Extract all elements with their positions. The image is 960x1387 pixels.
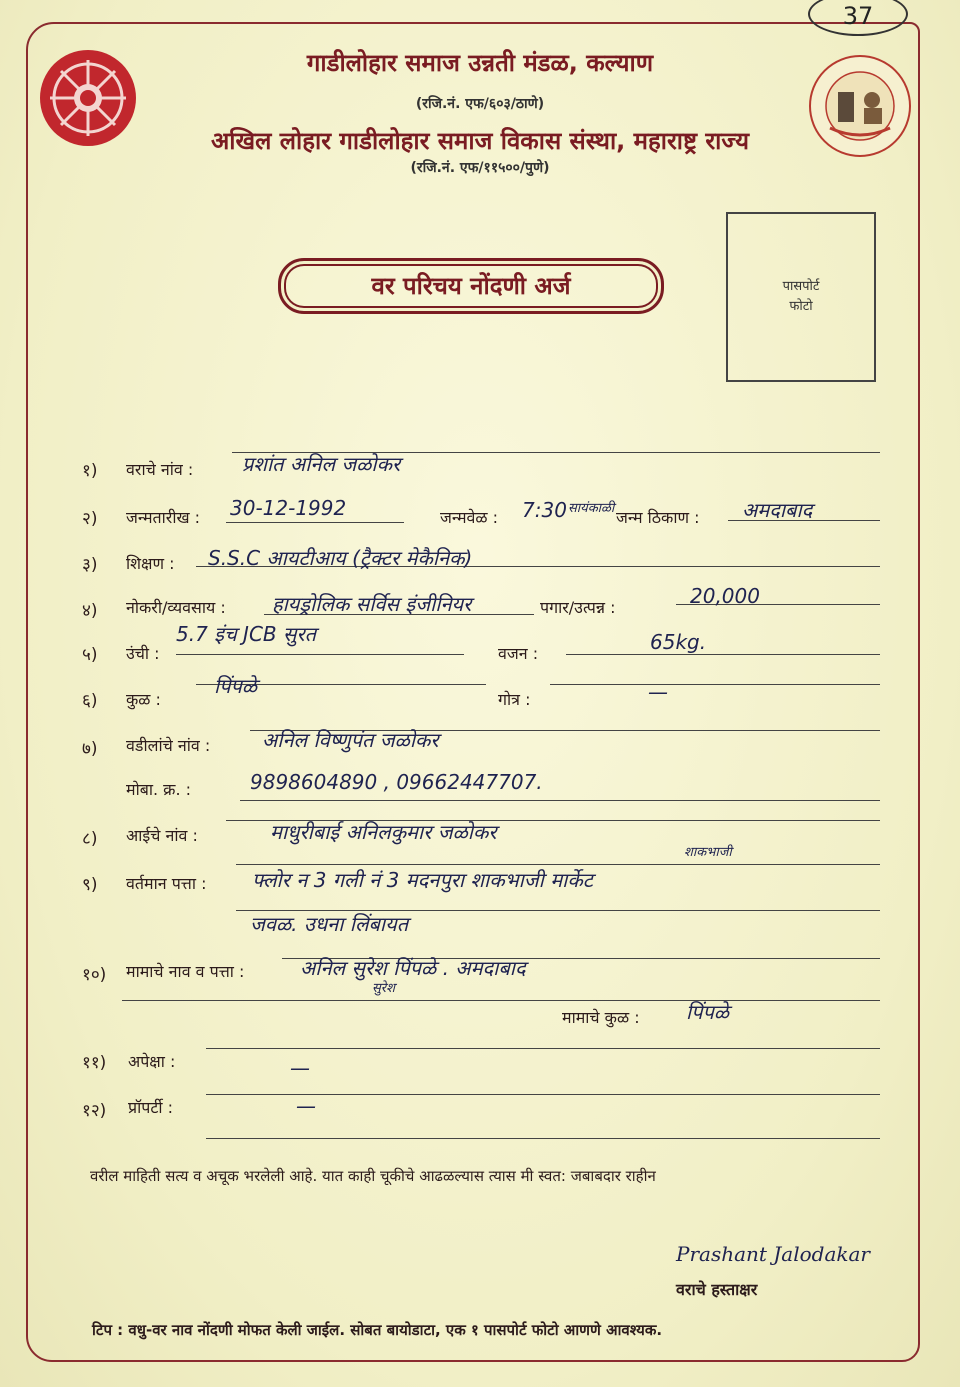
- weight-label: वजन :: [498, 644, 539, 663]
- height-value[interactable]: 5.7 इंच JCB सुरत: [176, 622, 317, 646]
- field-number: १०): [82, 965, 107, 985]
- mobile-value[interactable]: 9898604890 , 09662447707.: [250, 770, 543, 794]
- org-registration-secondary: (रजि.नं. एफ/११५००/पुणे): [410, 160, 550, 176]
- groom-signature[interactable]: Prashant Jalodakar: [676, 1242, 870, 1266]
- field-number: १२): [82, 1101, 107, 1121]
- weight-value[interactable]: 65kg.: [650, 630, 707, 654]
- field-number: ४): [82, 601, 98, 621]
- gotra-label: गोत्र :: [498, 690, 531, 709]
- height-label: उंची :: [126, 644, 160, 663]
- passport-photo-box[interactable]: [726, 212, 876, 382]
- field-number: ७): [82, 739, 98, 759]
- birth-place-label: जन्म ठिकाण :: [616, 508, 700, 527]
- mobile-line: [240, 800, 880, 801]
- expectation-line: [206, 1048, 880, 1049]
- groom-name-value[interactable]: प्रशांत अनिल जळोकर: [242, 452, 401, 476]
- birth-time-value[interactable]: 7:30: [522, 498, 567, 522]
- salary-label: पगार/उत्पन्न :: [540, 598, 616, 617]
- expectation-label: अपेक्षा :: [128, 1052, 176, 1071]
- job-value[interactable]: हायड्रोलिक सर्विस इंजीनियर: [272, 592, 472, 616]
- form-title: वर परिचय नोंदणी अर्ज: [278, 258, 664, 314]
- uncle-note: सुरेश: [372, 981, 395, 996]
- father-name-value[interactable]: अनिल विष्णुपंत जळोकर: [262, 728, 439, 752]
- field-number: ६): [82, 691, 98, 711]
- uncle-line-2: [122, 1000, 880, 1001]
- weight-line: [566, 654, 880, 655]
- birth-time-note: सायंकाळी: [568, 501, 615, 516]
- org-name-secondary: अखिल लोहार गाडीलोहार समाज विकास संस्था, महाराष्ट्र राज्य: [210, 127, 750, 155]
- page-number: 37: [808, 0, 908, 36]
- birth-place-value[interactable]: अमदाबाद: [742, 498, 813, 522]
- uncle-clan-value[interactable]: पिंपळे: [686, 1000, 730, 1024]
- job-label: नोकरी/व्यवसाय :: [126, 598, 226, 617]
- field-number: १): [82, 461, 98, 481]
- address-value-1[interactable]: फ्लोर न 3 गली नं 3 मदनपुरा शाकभाजी मार्केट: [252, 868, 593, 892]
- org-name-primary: गाडीलोहार समाज उन्नती मंडळ, कल्याण: [306, 49, 654, 77]
- clan-value[interactable]: पिंपळे: [214, 674, 258, 698]
- mother-name-value[interactable]: माधुरीबाई अनिलकुमार जळोकर: [270, 820, 497, 844]
- groom-name-label: वराचे नांव :: [126, 460, 194, 479]
- mobile-label: मोबा. क्र. :: [126, 780, 192, 799]
- uncle-clan-label: मामाचे कुळ :: [562, 1008, 640, 1027]
- gotra-value[interactable]: —: [648, 680, 668, 704]
- expectation-value[interactable]: —: [290, 1056, 310, 1080]
- birth-date-label: जन्मतारीख :: [126, 508, 201, 527]
- declaration-text: वरील माहिती सत्य व अचूक भरलेली आहे. यात काही चूकीचे आढळल्यास त्यास मी स्वत: जबाबदार राहीन: [90, 1167, 656, 1185]
- salary-value[interactable]: 20,000: [690, 584, 760, 608]
- field-number: ८): [82, 829, 98, 849]
- address-note: शाकभाजी: [684, 845, 732, 860]
- birth-date-line: [226, 522, 404, 523]
- height-line: [176, 654, 464, 655]
- mother-name-label: आईचे नांव :: [126, 826, 198, 845]
- address-value-2[interactable]: जवळ. उधना लिंबायत: [250, 912, 409, 936]
- photo-box-label-2: फोटो: [789, 299, 813, 314]
- birth-time-label: जन्मवेळ :: [440, 508, 499, 527]
- photo-box-label-1: पासपोर्ट: [782, 279, 820, 294]
- field-number: ३): [82, 555, 98, 575]
- property-label: प्रॉपर्टी :: [128, 1098, 174, 1117]
- education-label: शिक्षण :: [126, 554, 175, 573]
- uncle-value[interactable]: अनिल सुरेश पिंपळे . अमदाबाद: [300, 956, 526, 980]
- address-line-1: [236, 864, 880, 865]
- property-line-2: [206, 1138, 880, 1139]
- address-label: वर्तमान पत्ता :: [126, 874, 207, 893]
- birth-date-value[interactable]: 30-12-1992: [230, 496, 347, 520]
- signature-label: वराचे हस्ताक्षर: [676, 1280, 758, 1299]
- field-number: ५): [82, 645, 98, 665]
- org-registration-primary: (रजि.नं. एफ/६०३/ठाणे): [415, 96, 545, 112]
- property-value[interactable]: —: [296, 1094, 316, 1118]
- father-name-label: वडीलांचे नांव :: [126, 736, 211, 755]
- education-value[interactable]: S.S.C आयटीआय (ट्रैक्टर मेकैनिक): [208, 546, 473, 570]
- clan-label: कुळ :: [126, 690, 161, 709]
- footer-tip: टिप : वधु-वर नाव नोंदणी मोफत केली जाईल. सोबत बायोडाटा, एक १ पासपोर्ट फोटो आणणे आवश्यक.: [92, 1321, 663, 1339]
- gotra-line: [550, 684, 880, 685]
- field-number: ९): [82, 875, 98, 895]
- field-number: २): [82, 509, 98, 529]
- field-number: ११): [82, 1053, 107, 1073]
- uncle-label: मामाचे नाव व पत्ता :: [126, 962, 245, 981]
